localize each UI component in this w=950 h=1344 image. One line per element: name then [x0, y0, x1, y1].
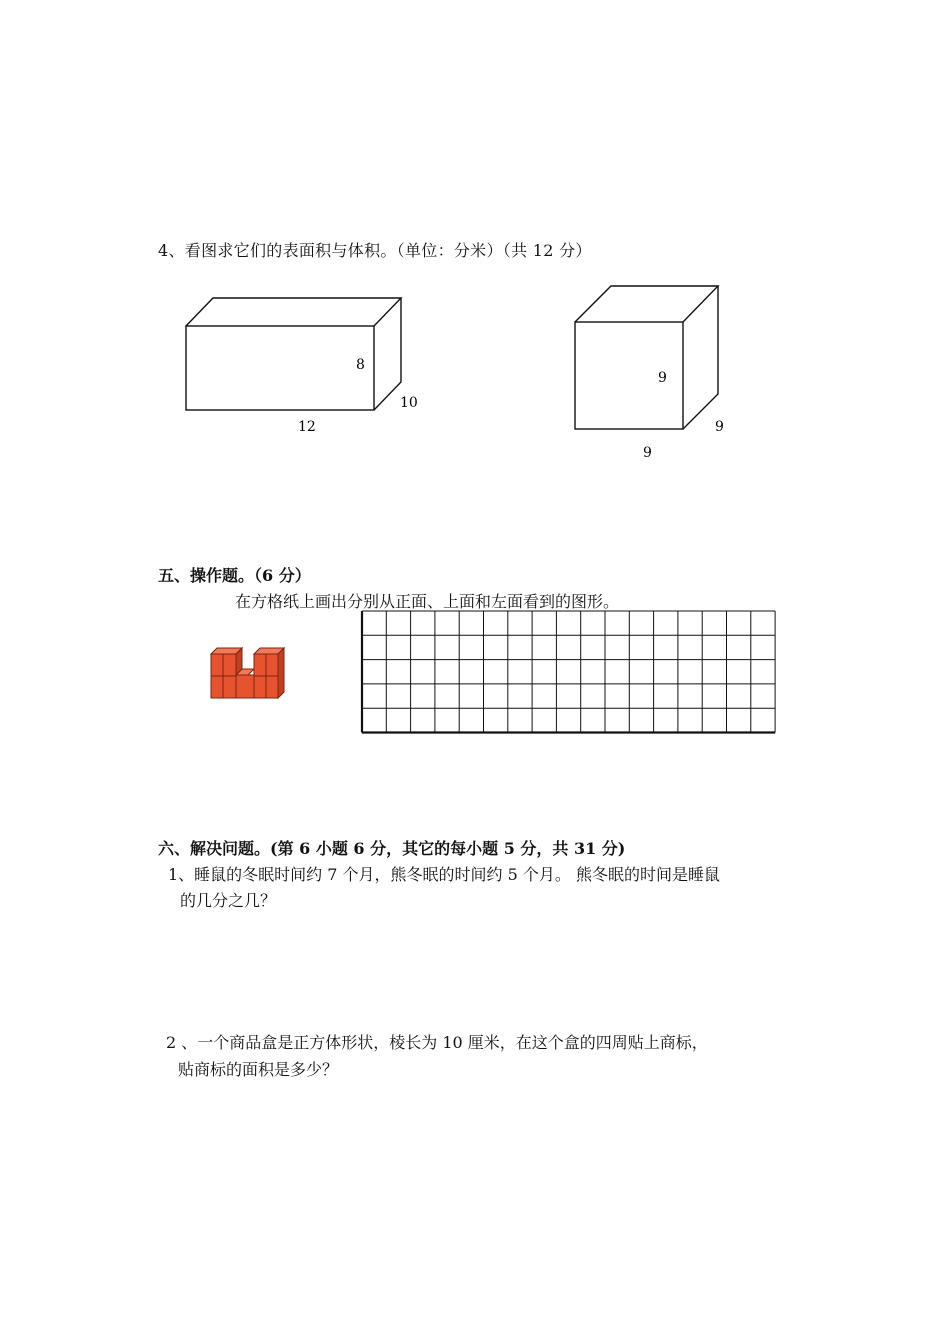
question-4-prompt: 4、看图求它们的表面积与体积。（单位：分米）（共 12 分） [158, 241, 592, 260]
cuboid-front-face [186, 326, 374, 410]
cuboid-height-label: 8 [356, 357, 365, 373]
cube-length-label: 9 [643, 445, 652, 461]
cube-depth-label: 9 [715, 419, 724, 435]
section-5-heading: 五、操作题。（6 分） [158, 566, 311, 585]
cuboid-side-face [374, 298, 401, 410]
section-5-instruction: 在方格纸上画出分别从正面、上面和左面看到的图形。 [235, 592, 620, 611]
grid-paper[interactable] [360, 610, 778, 738]
problem-1-line-2: 的几分之几？ [180, 891, 277, 910]
cuboid-depth-label: 10 [400, 395, 418, 411]
section-6-heading: 六、解决问题。(第 6 小题 6 分，其它的每小题 5 分，共 31 分) [158, 839, 626, 858]
stacked-cubes [211, 648, 284, 698]
cuboid-figure [180, 290, 430, 440]
cuboid-top-face [186, 298, 401, 326]
cube-figure [570, 280, 740, 465]
cube-side-face [683, 286, 718, 429]
cube-height-label: 9 [658, 370, 667, 386]
stacked-cubes-illustration [205, 644, 290, 704]
cuboid-length-label: 12 [298, 419, 316, 435]
cube-top-face [575, 286, 718, 322]
problem-1-line-1: 1、睡鼠的冬眠时间约 7 个月，熊冬眠的时间约 5 个月。 熊冬眠的时间是睡鼠 [168, 865, 720, 884]
problem-2-line-1: 2 、一个商品盒是正方体形状，棱长为 10 厘米，在这个盒的四周贴上商标， [166, 1033, 708, 1052]
problem-2-line-2: 贴商标的面积是多少？ [178, 1060, 339, 1079]
